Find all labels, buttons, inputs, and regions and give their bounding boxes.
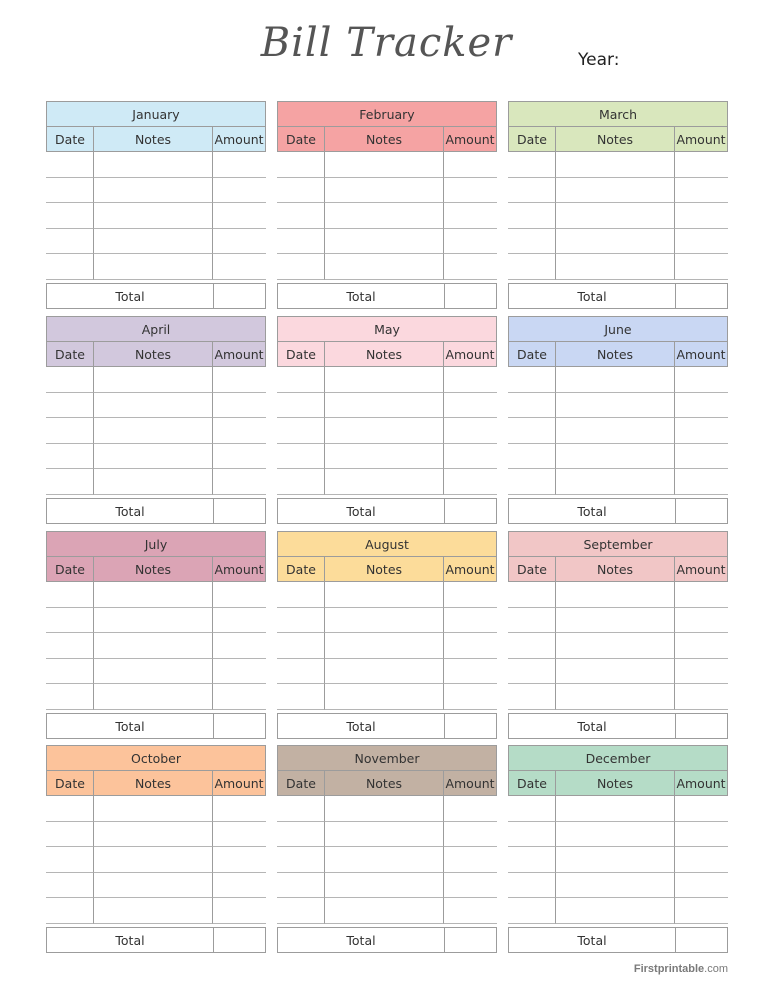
notes-cell[interactable]	[555, 796, 675, 822]
amount-cell[interactable]	[213, 898, 266, 924]
month-table-december	[508, 745, 728, 951]
amount-cell[interactable]	[213, 152, 266, 178]
amount-cell[interactable]	[444, 444, 497, 469]
amount-cell[interactable]	[444, 633, 497, 659]
date-cell[interactable]	[508, 822, 555, 847]
total-label: Total	[509, 928, 676, 952]
amount-cell[interactable]	[213, 203, 266, 229]
amount-cell[interactable]	[675, 847, 728, 873]
brand-name: Firstprintable	[633, 963, 705, 975]
amount-cell[interactable]	[675, 444, 728, 469]
column-header-date: Date	[508, 342, 555, 367]
date-cell[interactable]	[508, 582, 555, 608]
date-cell[interactable]	[277, 229, 324, 254]
total-label: Total	[278, 714, 445, 738]
amount-cell[interactable]	[444, 684, 497, 710]
amount-cell[interactable]	[213, 393, 266, 418]
notes-cell[interactable]	[324, 367, 444, 393]
date-cell[interactable]	[508, 152, 555, 178]
total-row	[277, 283, 497, 309]
amount-cell[interactable]	[213, 582, 266, 608]
notes-cell[interactable]	[555, 469, 675, 495]
column-header-amount: Amount	[675, 771, 728, 796]
column-header-notes: Notes	[324, 127, 444, 152]
date-cell[interactable]	[46, 873, 93, 898]
month-table-may	[277, 316, 497, 522]
year-label: Year:	[578, 50, 620, 70]
notes-cell[interactable]	[555, 633, 675, 659]
notes-cell[interactable]	[93, 229, 213, 254]
date-cell[interactable]	[277, 469, 324, 495]
amount-cell[interactable]	[444, 582, 497, 608]
month-name: March	[508, 101, 728, 127]
notes-cell[interactable]	[324, 898, 444, 924]
notes-cell[interactable]	[93, 469, 213, 495]
date-cell[interactable]	[508, 847, 555, 873]
notes-cell[interactable]	[555, 254, 675, 280]
notes-cell[interactable]	[93, 684, 213, 710]
column-header-notes: Notes	[555, 771, 675, 796]
total-amount-cell[interactable]	[445, 499, 498, 523]
amount-cell[interactable]	[675, 393, 728, 418]
amount-cell[interactable]	[675, 608, 728, 633]
date-cell[interactable]	[46, 418, 93, 444]
total-label: Total	[509, 499, 676, 523]
total-amount-cell[interactable]	[214, 499, 267, 523]
amount-cell[interactable]	[675, 469, 728, 495]
total-row	[277, 498, 497, 524]
month-table-october	[46, 745, 266, 951]
date-cell[interactable]	[508, 393, 555, 418]
date-cell[interactable]	[508, 469, 555, 495]
amount-cell[interactable]	[675, 898, 728, 924]
date-cell[interactable]	[508, 659, 555, 684]
date-cell[interactable]	[508, 684, 555, 710]
date-cell[interactable]	[46, 633, 93, 659]
total-label: Total	[278, 284, 445, 308]
notes-cell[interactable]	[93, 822, 213, 847]
notes-cell[interactable]	[324, 418, 444, 444]
notes-cell[interactable]	[324, 254, 444, 280]
total-row	[508, 713, 728, 739]
month-table-september	[508, 531, 728, 737]
date-cell[interactable]	[277, 393, 324, 418]
notes-cell[interactable]	[324, 796, 444, 822]
notes-cell[interactable]	[324, 393, 444, 418]
month-name: April	[46, 316, 266, 342]
amount-cell[interactable]	[675, 178, 728, 203]
notes-cell[interactable]	[93, 418, 213, 444]
amount-cell[interactable]	[213, 469, 266, 495]
amount-cell[interactable]	[444, 659, 497, 684]
notes-cell[interactable]	[93, 367, 213, 393]
column-header-date: Date	[46, 342, 93, 367]
notes-cell[interactable]	[93, 608, 213, 633]
date-cell[interactable]	[508, 178, 555, 203]
total-row	[46, 283, 266, 309]
notes-cell[interactable]	[324, 203, 444, 229]
amount-cell[interactable]	[213, 847, 266, 873]
footer-brand	[634, 963, 728, 975]
month-table-august	[277, 531, 497, 737]
column-header-amount: Amount	[444, 557, 497, 582]
date-cell[interactable]	[277, 203, 324, 229]
notes-cell[interactable]	[555, 393, 675, 418]
month-table-june	[508, 316, 728, 522]
month-table-july	[46, 531, 266, 737]
column-header-notes: Notes	[93, 127, 213, 152]
column-header-date: Date	[46, 771, 93, 796]
total-amount-cell[interactable]	[214, 928, 267, 952]
column-header-notes: Notes	[324, 342, 444, 367]
total-row	[508, 498, 728, 524]
amount-cell[interactable]	[444, 847, 497, 873]
amount-cell[interactable]	[213, 608, 266, 633]
notes-cell[interactable]	[93, 898, 213, 924]
notes-cell[interactable]	[93, 178, 213, 203]
notes-cell[interactable]	[555, 898, 675, 924]
month-name: August	[277, 531, 497, 557]
date-cell[interactable]	[508, 418, 555, 444]
amount-cell[interactable]	[675, 152, 728, 178]
column-header-notes: Notes	[324, 557, 444, 582]
month-table-february	[277, 101, 497, 307]
month-grid-table	[508, 316, 728, 495]
notes-cell[interactable]	[555, 418, 675, 444]
amount-cell[interactable]	[675, 229, 728, 254]
column-header-amount: Amount	[675, 342, 728, 367]
column-header-notes: Notes	[93, 557, 213, 582]
column-header-date: Date	[277, 557, 324, 582]
column-header-notes: Notes	[93, 342, 213, 367]
notes-cell[interactable]	[93, 582, 213, 608]
month-table-january	[46, 101, 266, 307]
total-label: Total	[278, 499, 445, 523]
month-name: July	[46, 531, 266, 557]
column-header-date: Date	[508, 127, 555, 152]
page-title: Bill Tracker	[260, 20, 513, 66]
date-cell[interactable]	[508, 873, 555, 898]
amount-cell[interactable]	[675, 418, 728, 444]
date-cell[interactable]	[46, 608, 93, 633]
date-cell[interactable]	[277, 254, 324, 280]
column-header-notes: Notes	[555, 127, 675, 152]
column-header-date: Date	[508, 557, 555, 582]
brand-domain: .com	[704, 963, 728, 975]
date-cell[interactable]	[277, 582, 324, 608]
amount-cell[interactable]	[444, 254, 497, 280]
notes-cell[interactable]	[93, 659, 213, 684]
column-header-date: Date	[46, 557, 93, 582]
date-cell[interactable]	[46, 367, 93, 393]
amount-cell[interactable]	[444, 822, 497, 847]
notes-cell[interactable]	[324, 847, 444, 873]
date-cell[interactable]	[46, 659, 93, 684]
amount-cell[interactable]	[675, 367, 728, 393]
date-cell[interactable]	[46, 847, 93, 873]
amount-cell[interactable]	[213, 684, 266, 710]
notes-cell[interactable]	[555, 229, 675, 254]
notes-cell[interactable]	[93, 393, 213, 418]
date-cell[interactable]	[46, 796, 93, 822]
notes-cell[interactable]	[555, 444, 675, 469]
month-name: December	[508, 745, 728, 771]
amount-cell[interactable]	[213, 178, 266, 203]
date-cell[interactable]	[46, 152, 93, 178]
month-name: November	[277, 745, 497, 771]
notes-cell[interactable]	[324, 152, 444, 178]
column-header-date: Date	[508, 771, 555, 796]
amount-cell[interactable]	[675, 203, 728, 229]
total-row	[508, 283, 728, 309]
total-amount-cell[interactable]	[676, 499, 729, 523]
date-cell[interactable]	[277, 418, 324, 444]
notes-cell[interactable]	[93, 444, 213, 469]
amount-cell[interactable]	[444, 418, 497, 444]
date-cell[interactable]	[508, 203, 555, 229]
notes-cell[interactable]	[555, 203, 675, 229]
notes-cell[interactable]	[555, 659, 675, 684]
notes-cell[interactable]	[555, 582, 675, 608]
notes-cell[interactable]	[555, 822, 675, 847]
column-header-amount: Amount	[213, 557, 266, 582]
notes-cell[interactable]	[93, 873, 213, 898]
date-cell[interactable]	[46, 393, 93, 418]
date-cell[interactable]	[46, 444, 93, 469]
month-grid-table	[46, 101, 266, 280]
notes-cell[interactable]	[93, 254, 213, 280]
total-row	[46, 498, 266, 524]
amount-cell[interactable]	[444, 898, 497, 924]
column-header-amount: Amount	[675, 557, 728, 582]
total-amount-cell[interactable]	[445, 714, 498, 738]
amount-cell[interactable]	[213, 418, 266, 444]
date-cell[interactable]	[508, 608, 555, 633]
notes-cell[interactable]	[555, 608, 675, 633]
date-cell[interactable]	[277, 633, 324, 659]
date-cell[interactable]	[277, 178, 324, 203]
date-cell[interactable]	[46, 178, 93, 203]
date-cell[interactable]	[46, 898, 93, 924]
column-header-notes: Notes	[555, 557, 675, 582]
notes-cell[interactable]	[324, 873, 444, 898]
month-grid-table	[277, 531, 497, 710]
notes-cell[interactable]	[93, 847, 213, 873]
column-header-notes: Notes	[555, 342, 675, 367]
date-cell[interactable]	[277, 684, 324, 710]
notes-cell[interactable]	[555, 178, 675, 203]
amount-cell[interactable]	[444, 873, 497, 898]
amount-cell[interactable]	[213, 633, 266, 659]
month-name: October	[46, 745, 266, 771]
column-header-notes: Notes	[324, 771, 444, 796]
date-cell[interactable]	[46, 684, 93, 710]
total-row	[508, 927, 728, 953]
date-cell[interactable]	[277, 367, 324, 393]
date-cell[interactable]	[46, 469, 93, 495]
amount-cell[interactable]	[444, 229, 497, 254]
date-cell[interactable]	[277, 898, 324, 924]
date-cell[interactable]	[277, 796, 324, 822]
amount-cell[interactable]	[213, 659, 266, 684]
amount-cell[interactable]	[675, 796, 728, 822]
date-cell[interactable]	[508, 444, 555, 469]
month-grid-table	[277, 745, 497, 924]
amount-cell[interactable]	[444, 393, 497, 418]
notes-cell[interactable]	[555, 152, 675, 178]
amount-cell[interactable]	[444, 796, 497, 822]
total-amount-cell[interactable]	[445, 284, 498, 308]
column-header-amount: Amount	[213, 771, 266, 796]
column-header-date: Date	[277, 771, 324, 796]
date-cell[interactable]	[277, 444, 324, 469]
month-name: September	[508, 531, 728, 557]
amount-cell[interactable]	[213, 367, 266, 393]
amount-cell[interactable]	[444, 608, 497, 633]
total-label: Total	[47, 714, 214, 738]
date-cell[interactable]	[277, 659, 324, 684]
total-label: Total	[47, 928, 214, 952]
total-row	[277, 713, 497, 739]
notes-cell[interactable]	[324, 178, 444, 203]
amount-cell[interactable]	[675, 254, 728, 280]
amount-cell[interactable]	[213, 444, 266, 469]
column-header-date: Date	[46, 127, 93, 152]
date-cell[interactable]	[508, 633, 555, 659]
date-cell[interactable]	[46, 254, 93, 280]
date-cell[interactable]	[277, 873, 324, 898]
notes-cell[interactable]	[324, 444, 444, 469]
amount-cell[interactable]	[213, 254, 266, 280]
month-name: May	[277, 316, 497, 342]
month-grid-table	[277, 101, 497, 280]
notes-cell[interactable]	[555, 847, 675, 873]
notes-cell[interactable]	[324, 684, 444, 710]
total-label: Total	[509, 714, 676, 738]
notes-cell[interactable]	[324, 469, 444, 495]
total-label: Total	[47, 284, 214, 308]
notes-cell[interactable]	[93, 152, 213, 178]
column-header-amount: Amount	[444, 127, 497, 152]
date-cell[interactable]	[46, 229, 93, 254]
amount-cell[interactable]	[444, 469, 497, 495]
date-cell[interactable]	[277, 608, 324, 633]
amount-cell[interactable]	[213, 822, 266, 847]
month-grid-table	[46, 316, 266, 495]
notes-cell[interactable]	[555, 367, 675, 393]
column-header-date: Date	[277, 127, 324, 152]
amount-cell[interactable]	[675, 582, 728, 608]
month-name: June	[508, 316, 728, 342]
notes-cell[interactable]	[555, 684, 675, 710]
column-header-amount: Amount	[444, 342, 497, 367]
amount-cell[interactable]	[675, 684, 728, 710]
notes-cell[interactable]	[324, 229, 444, 254]
amount-cell[interactable]	[213, 229, 266, 254]
column-header-date: Date	[277, 342, 324, 367]
month-grid-table	[508, 745, 728, 924]
month-table-april	[46, 316, 266, 522]
total-amount-cell[interactable]	[214, 284, 267, 308]
amount-cell[interactable]	[675, 633, 728, 659]
month-table-november	[277, 745, 497, 951]
column-header-amount: Amount	[444, 771, 497, 796]
notes-cell[interactable]	[324, 822, 444, 847]
amount-cell[interactable]	[444, 367, 497, 393]
month-grid-table	[46, 745, 266, 924]
month-name: February	[277, 101, 497, 127]
amount-cell[interactable]	[213, 873, 266, 898]
notes-cell[interactable]	[93, 796, 213, 822]
total-amount-cell[interactable]	[445, 928, 498, 952]
date-cell[interactable]	[277, 847, 324, 873]
date-cell[interactable]	[508, 898, 555, 924]
date-cell[interactable]	[46, 203, 93, 229]
notes-cell[interactable]	[93, 203, 213, 229]
total-row	[46, 713, 266, 739]
total-row	[46, 927, 266, 953]
date-cell[interactable]	[508, 796, 555, 822]
month-grid-table	[277, 316, 497, 495]
date-cell[interactable]	[277, 152, 324, 178]
total-amount-cell[interactable]	[676, 714, 729, 738]
amount-cell[interactable]	[444, 152, 497, 178]
column-header-amount: Amount	[675, 127, 728, 152]
column-header-amount: Amount	[213, 342, 266, 367]
total-label: Total	[509, 284, 676, 308]
month-grid-table	[46, 531, 266, 710]
month-grid-table	[508, 101, 728, 280]
notes-cell[interactable]	[324, 659, 444, 684]
notes-cell[interactable]	[324, 582, 444, 608]
month-name: January	[46, 101, 266, 127]
date-cell[interactable]	[46, 582, 93, 608]
date-cell[interactable]	[508, 367, 555, 393]
column-header-amount: Amount	[213, 127, 266, 152]
month-table-march	[508, 101, 728, 307]
notes-cell[interactable]	[324, 608, 444, 633]
amount-cell[interactable]	[675, 659, 728, 684]
date-cell[interactable]	[508, 229, 555, 254]
total-label: Total	[47, 499, 214, 523]
total-label: Total	[278, 928, 445, 952]
total-row	[277, 927, 497, 953]
date-cell[interactable]	[508, 254, 555, 280]
total-amount-cell[interactable]	[214, 714, 267, 738]
month-grid-table	[508, 531, 728, 710]
column-header-notes: Notes	[93, 771, 213, 796]
amount-cell[interactable]	[444, 203, 497, 229]
notes-cell[interactable]	[555, 873, 675, 898]
amount-cell[interactable]	[675, 873, 728, 898]
date-cell[interactable]	[277, 822, 324, 847]
notes-cell[interactable]	[324, 633, 444, 659]
total-amount-cell[interactable]	[676, 284, 729, 308]
total-amount-cell[interactable]	[676, 928, 729, 952]
amount-cell[interactable]	[675, 822, 728, 847]
notes-cell[interactable]	[93, 633, 213, 659]
amount-cell[interactable]	[444, 178, 497, 203]
date-cell[interactable]	[46, 822, 93, 847]
amount-cell[interactable]	[213, 796, 266, 822]
